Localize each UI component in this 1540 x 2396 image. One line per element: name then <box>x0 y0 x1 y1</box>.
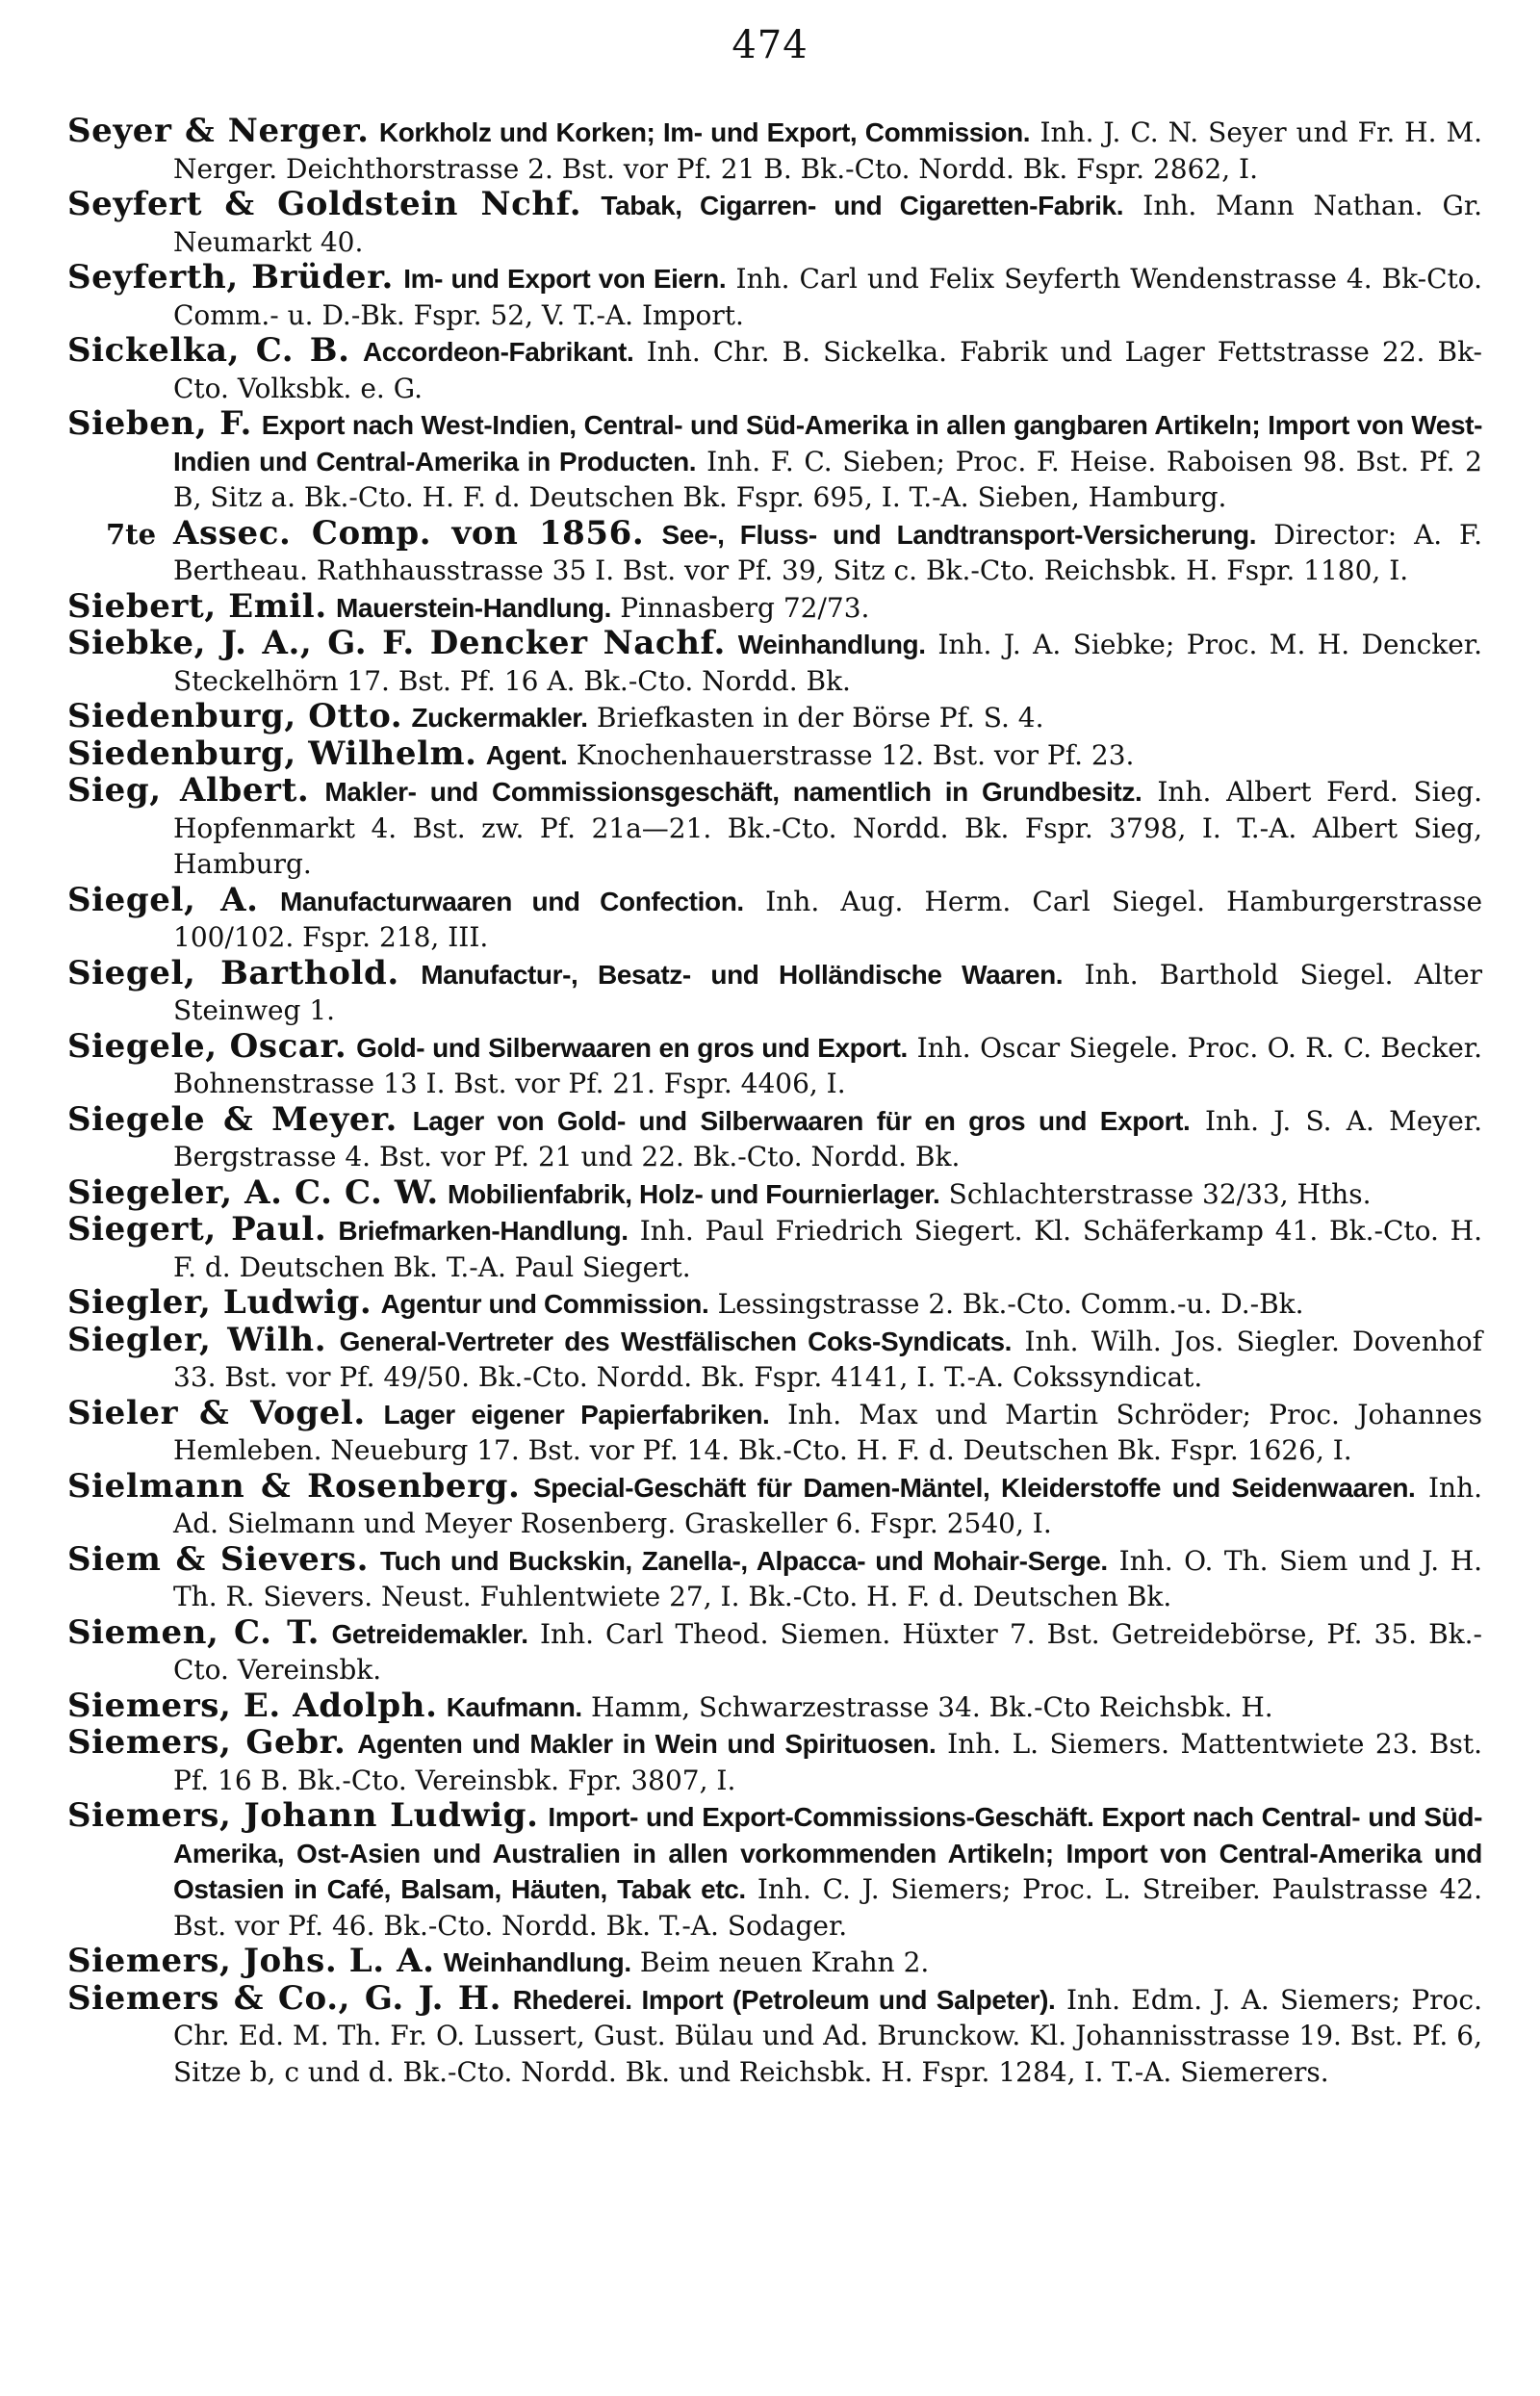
entry-details: Beim neuen Krahn 2. <box>639 1946 930 1978</box>
directory-entries <box>67 114 1482 2090</box>
page-number: 474 <box>732 23 808 67</box>
directory-entry <box>67 1212 1482 1285</box>
entry-name: Siegele, Oscar. <box>67 1026 347 1066</box>
entry-details: Inh. J. A. Siebke; Proc. M. H. Dencker. Steckelhörn 17. Bst. Pf. 16 A. Bk.-Cto. Nordd. Bk. <box>173 629 1482 697</box>
entry-name: Sickelka, C. B. <box>67 331 350 370</box>
entry-description: Agenten und Makler in Wein und Spirituosen. <box>357 1729 937 1759</box>
entry-name: Sieler & Vogel. <box>67 1393 366 1432</box>
entry-name: Siemers, Gebr. <box>67 1723 346 1762</box>
entry-name: Sielmann & Rosenberg. <box>67 1466 521 1506</box>
entry-description: Zuckermakler. <box>411 703 588 733</box>
entry-name: Seyer & Nerger. <box>67 112 370 150</box>
entry-name: Siemers, Johs. L. A. <box>67 1942 435 1980</box>
entry-description: Agent. <box>485 739 568 770</box>
entry-description: General-Vertreter des Westfälischen Coks-Syndicats. <box>339 1326 1013 1356</box>
entry-details: Inh. Carl Theod. Siemen. Hüxter 7. Bst. Getreidebörse, Pf. 35. Bk.-Cto. Vereinsbk. <box>173 1617 1483 1686</box>
entry-details: Inh. F. C. Sieben; Proc. F. Heise. Raboisen 98. Bst. Pf. 2 B, Sitz a. Bk.-Cto. H. F. d. Deutschen Bk. Fspr. 695, I. T.-A. Sieben, Hamburg. <box>173 445 1482 513</box>
entry-description: Import- und Export-Commissions-Geschäft. Export nach Central- und Süd-Amerika, Ost-Asien und Australien in allen vorkommenden Artikeln; Import von Central-Amerika und Ostasien in Café, Balsam, Häuten, Tabak etc. <box>173 1802 1483 1904</box>
directory-entry <box>67 1393 1483 1469</box>
entry-details: Hamm, Schwarzestrasse 34. Bk.-Cto Reichsbk. H. <box>591 1690 1273 1723</box>
entry-details: Schlachterstrasse 32/33, Hths. <box>948 1177 1372 1210</box>
entry-description: Briefmarken-Handlung. <box>338 1216 629 1246</box>
entry-details: Inh. Albert Ferd. Sieg. Hopfenmarkt 4. Bst. zw. Pf. 21a—21. Bk.-Cto. Nordd. Bk. Fspr. 3798, I. T.-A. Albert Sieg, Hamburg. <box>173 776 1483 880</box>
entry-details: Inh. Ad. Sielmann und Meyer Rosenberg. Graskeller 6. Fspr. 2540, I. <box>173 1471 1483 1539</box>
entry-details: Inh. J. C. N. Seyer und Fr. H. M. Nerger. Deichthorstrasse 2. Bst. vor Pf. 21 B. Bk.-Cto. Nordd. Bk. Fspr. 2862, I. <box>173 116 1483 185</box>
entry-name: Siedenburg, Wilhelm. <box>67 734 477 773</box>
entry-details: Pinnasberg 72/73. <box>620 591 870 624</box>
directory-entry <box>67 773 1482 883</box>
entry-name: Seyferth, Brüder. <box>67 258 394 296</box>
directory-entry <box>67 333 1482 406</box>
entry-name: Siedenburg, Otto. <box>67 697 403 735</box>
directory-entry <box>67 1688 1482 1726</box>
entry-details: Lessingstrasse 2. Bk.-Cto. Comm.-u. D.-Bk. <box>717 1288 1304 1320</box>
entry-details: Inh. Carl und Felix Seyferth Wendenstrasse 4. Bk-Cto. Comm.- u. D.-Bk. Fspr. 52, V. T.-A. Import. <box>173 263 1483 331</box>
entry-description: Getreidemakler. <box>331 1618 528 1649</box>
directory-entry <box>67 513 1483 589</box>
entry-description: Korkholz und Korken; Im- und Export, Commission. <box>378 117 1031 147</box>
directory-entry <box>67 187 1482 260</box>
entry-description: Kaufmann. <box>446 1691 582 1722</box>
directory-entry <box>67 1172 1482 1213</box>
directory-entry <box>67 1539 1483 1615</box>
entry-details: Director: A. F. Bertheau. Rathhausstrasse 35 I. Bst. vor Pf. 39, Sitz c. Bk.-Cto. Reichsbk. H. Fspr. 1180, I. <box>173 518 1483 586</box>
entry-name: Siebke, J. A., G. F. Dencker Nachf. <box>67 624 726 662</box>
entry-name: Sieben, F. <box>67 404 252 443</box>
entry-name: Siemen, C. T. <box>67 1612 321 1652</box>
directory-entry <box>67 1320 1483 1396</box>
entry-description: Manufacturwaaren und Confection. <box>279 886 744 916</box>
entry-name: Sieg, Albert. <box>67 771 310 810</box>
entry-details: Inh. Oscar Siegele. Proc. O. R. C. Becker. Bohnenstrasse 13 I. Bst. vor Pf. 21. Fspr. 4406, I. <box>173 1031 1483 1099</box>
entry-name: Siemers & Co., G. J. H. <box>67 1978 502 2018</box>
entry-details: Inh. Mann Nathan. Gr. Neumarkt 40. <box>173 190 1483 258</box>
entry-description: Mauerstein-Handlung. <box>335 592 611 623</box>
directory-entry <box>67 1466 1483 1542</box>
directory-entry <box>67 1944 1482 1981</box>
entry-name: Siem & Sievers. <box>67 1539 370 1579</box>
directory-entry <box>67 114 1482 187</box>
entry-details: Inh. Edm. J. A. Siemers; Proc. Chr. Ed. M. Th. Fr. O. Lussert, Gust. Bülau und Ad. Brunckow. Kl. Johannisstrasse 19. Bst. Pf. 6, Sitze b, c und d. Bk.-Cto. Nordd. Bk. und Reichsbk. H. Fspr. 1284, I. T.-A. Siemerers. <box>173 1983 1482 2088</box>
directory-entry <box>67 1725 1482 1798</box>
entry-details: Inh. Barthold Siegel. Alter Steinweg 1. <box>173 958 1483 1026</box>
entry-name: Siegler, Wilh. <box>67 1320 327 1359</box>
entry-name: Siegel, A. <box>67 880 259 919</box>
entry-name: Siegel, Barthold. <box>67 953 399 992</box>
entry-name: Siemers, Johann Ludwig. <box>67 1796 539 1835</box>
entry-name: Siegler, Ludwig. <box>67 1283 372 1322</box>
entry-description: Special-Geschäft für Damen-Mäntel, Kleiderstoffe und Seidenwaaren. <box>533 1472 1416 1503</box>
directory-entry <box>67 1978 1482 2091</box>
entry-description: Manufactur-, Besatz- und Holländische Waaren. <box>421 959 1064 990</box>
entry-details: Inh. Aug. Herm. Carl Siegel. Hamburgerstrasse 100/102. Fspr. 218, III. <box>173 885 1483 953</box>
directory-entry <box>67 626 1482 699</box>
entry-details: Inh. J. S. A. Meyer. Bergstrasse 4. Bst. vor Pf. 21 und 22. Bk.-Cto. Nordd. Bk. <box>173 1104 1482 1172</box>
entry-name: Siebert, Emil. <box>67 586 327 626</box>
directory-entry <box>67 880 1483 956</box>
directory-entry <box>67 1099 1482 1175</box>
directory-entry <box>67 1285 1482 1323</box>
entry-description: See-, Fluss- und Landtransport-Versicherung. <box>661 519 1257 550</box>
entry-name: Siegele & Meyer. <box>67 1099 398 1139</box>
entry-prefix: 7te <box>106 517 157 551</box>
entry-description: Makler- und Commissionsgeschäft, namentlich in Grundbesitz. <box>324 777 1142 807</box>
entry-name: Siegeler, A. C. C. W. <box>67 1172 439 1212</box>
entry-description: Tabak, Cigarren- und Cigaretten-Fabrik. <box>601 191 1124 220</box>
entry-details: Knochenhauerstrasse 12. Bst. vor Pf. 23. <box>576 738 1135 771</box>
entry-name: Seyfert & Goldstein Nchf. <box>67 185 582 223</box>
entry-description: Weinhandlung. <box>443 1947 631 1977</box>
directory-entry <box>67 586 1482 627</box>
entry-details: Inh. Max und Martin Schröder; Proc. Johannes Hemleben. Neueburg 17. Bst. vor Pf. 14. Bk.-Cto. H. F. d. Deutschen Bk. Fspr. 1626, I. <box>173 1398 1483 1466</box>
directory-entry <box>67 953 1483 1029</box>
entry-description: Rhederei. Import (Petroleum und Salpeter). <box>512 1984 1056 2015</box>
entry-details: Briefkasten in der Börse Pf. S. 4. <box>596 702 1044 734</box>
directory-entry <box>67 736 1482 774</box>
entry-name: Assec. Comp. von 1856. <box>173 513 645 553</box>
entry-description: Lager von Gold- und Silberwaaren für en gros und Export. <box>412 1105 1191 1136</box>
entry-details: Inh. Paul Friedrich Siegert. Kl. Schäferkamp 41. Bk.-Cto. H. F. d. Deutschen Bk. T.-A. Paul Siegert. <box>173 1215 1483 1283</box>
entry-description: Weinhandlung. <box>737 630 926 659</box>
directory-entry <box>67 1026 1483 1102</box>
entry-description: Gold- und Silberwaaren en gros und Export. <box>356 1032 908 1063</box>
entry-description: Accordeon-Fabrikant. <box>362 337 634 367</box>
directory-entry <box>67 260 1482 333</box>
entry-details: Inh. Chr. B. Sickelka. Fabrik und Lager Fettstrasse 22. Bk-Cto. Volksbk. e. G. <box>173 336 1483 404</box>
entry-details: Inh. L. Siemers. Mattentwiete 23. Bst. Pf. 16 B. Bk.-Cto. Vereinsbk. Fpr. 3807, I. <box>173 1728 1482 1796</box>
entry-description: Agentur und Commission. <box>380 1289 709 1319</box>
entry-details: Inh. Wilh. Jos. Siegler. Dovenhof 33. Bst. vor Pf. 49/50. Bk.-Cto. Nordd. Bk. Fspr. 4141, I. T.-A. Cokssyndicat. <box>173 1325 1483 1393</box>
entry-description: Export nach West-Indien, Central- und Süd-Amerika in allen gangbaren Artikeln; Import von West-Indien und Central-Amerika in Producten. <box>173 410 1482 477</box>
entry-details: Inh. C. J. Siemers; Proc. L. Streiber. Paulstrasse 42. Bst. vor Pf. 46. Bk.-Cto. Nordd. Bk. T.-A. Sodager. <box>173 1873 1483 1942</box>
directory-entry <box>67 1612 1483 1688</box>
entry-name: Siemers, E. Adolph. <box>67 1686 438 1725</box>
entry-description: Mobilienfabrik, Holz- und Fournierlager. <box>448 1178 940 1209</box>
entry-name: Siegert, Paul. <box>67 1210 327 1249</box>
entry-description: Tuch und Buckskin, Zanella-, Alpacca- und Mohair-Serge. <box>379 1545 1108 1576</box>
entry-details: Inh. O. Th. Siem und J. H. Th. R. Sievers. Neust. Fuhlentwiete 27, I. Bk.-Cto. H. F. d. Deutschen Bk. <box>173 1544 1483 1612</box>
entry-description: Lager eigener Papierfabriken. <box>383 1399 770 1430</box>
entry-description: Im- und Export von Eiern. <box>403 264 727 294</box>
directory-entry <box>67 699 1482 736</box>
directory-entry <box>67 1798 1482 1944</box>
directory-entry <box>67 406 1482 516</box>
